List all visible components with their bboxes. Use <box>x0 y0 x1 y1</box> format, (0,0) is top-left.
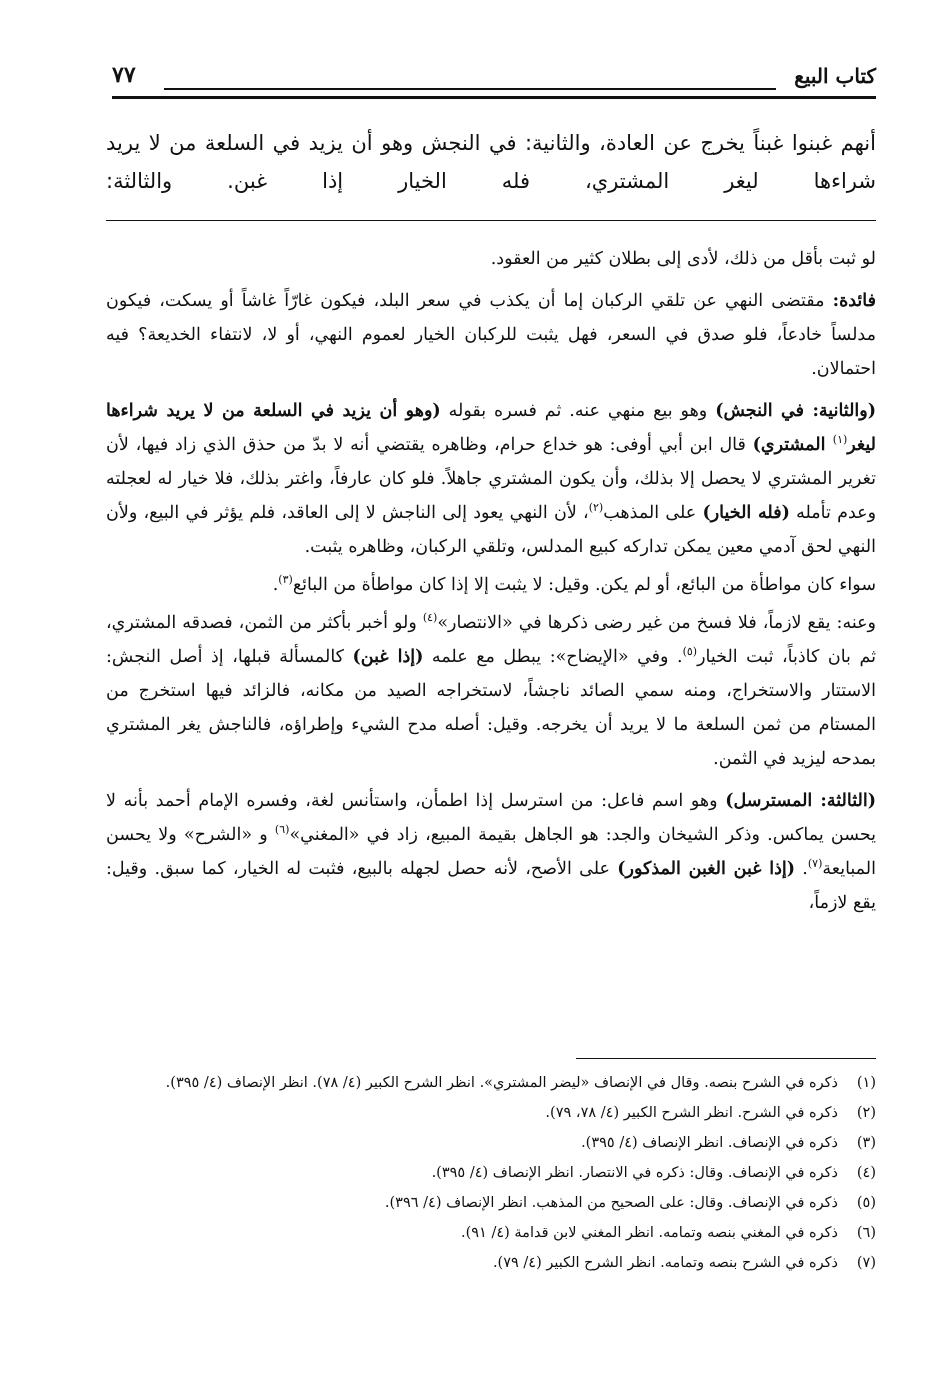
footnote-text: ذكره في الشرح بنصه وتمامه. انظر الشرح الكبير (٤/ ٧٩). <box>492 1255 838 1271</box>
footnote-text: ذكره في الإنصاف. وقال: على الصحيح من المذهب. انظر الإنصاف (٤/ ٣٩٦). <box>384 1195 838 1211</box>
footnote <box>106 1220 876 1246</box>
paragraph-3 <box>106 394 876 564</box>
footnote <box>106 1130 876 1156</box>
footnote-number: (٧) <box>856 1255 876 1271</box>
p5-text-b: ولو أخبر بأكثر من الثمن، فصدقه المشتري، ثم بان كاذباً، ثبت الخيار <box>106 613 876 667</box>
matn-text: أنهم غبنوا غبناً يخرج عن العادة، والثانية: في النجش وهو أن يزيد في السلعة من لا يريد شراءها ليغر المشتري، فله الخيار إذا غبن. والثالثة: <box>106 131 876 193</box>
footnote-text: ذكره في المغني بنصه وتمامه. انظر المغني لابن قدامة (٤/ ٩١). <box>460 1225 838 1241</box>
p5-text-a: وعنه: يقع لازماً، فلا فسخ من غير رضى ذكرها في «الانتصار» <box>437 613 876 633</box>
commentary-body <box>106 242 876 924</box>
p5-text-c: . وفي «الإيضاح»: يبطل مع علمه <box>423 647 683 667</box>
p4-text-a: سواء كان مواطأة من البائع، أو لم يكن. وقيل: لا يثبت إلا إذا كان مواطأة من البائع <box>292 575 876 595</box>
footnote-number: (٢) <box>856 1105 876 1121</box>
footnote-number: (٥) <box>856 1195 876 1211</box>
footnote-number: (٦) <box>856 1225 876 1241</box>
paragraph-1 <box>106 242 876 276</box>
footnote-text: ذكره في الإنصاف. وقال: ذكره في الانتصار. انظر الإنصاف (٤/ ٣٩٥). <box>431 1165 838 1181</box>
p3-quote: (وهو أن يزيد في السلعة من لا يريد شراءها ليغر <box>106 401 876 455</box>
running-header <box>112 64 876 98</box>
footnote-ref-6[interactable]: (٦) <box>274 823 290 837</box>
p6-text-f: على الأصح، لأنه حصل لجهله بالبيع، فثبت له الخيار، كما سبق. وقيل: يقع لازماً، <box>106 859 876 913</box>
p3-text-g: على المذهب <box>603 503 703 523</box>
header-rule-thick <box>112 96 876 99</box>
p5-quote: (إذا غبن) <box>352 647 424 667</box>
paragraph-1-text: لو ثبت بأقل من ذلك، لأدى إلى بطلان كثير من العقود. <box>490 249 876 269</box>
paragraph-2 <box>106 284 876 386</box>
matn-divider <box>106 220 876 221</box>
footnote <box>106 1250 876 1276</box>
paragraph-2-text: مقتضى النهي عن تلقي الركبان إما أن يكذب في سعر البلد، فيكون غارّاً غاشاً أو يسكت، فيكون مدلساً خادعاً، فلو صدق في السعر، فهل يثبت للركبان الخيار لعموم النهي، أو لا، لانتفاء الخديعة؟ فيه احتمالان. <box>106 291 876 379</box>
header-rule <box>164 88 776 90</box>
footnote <box>106 1160 876 1186</box>
footnotes <box>106 1070 876 1280</box>
paragraph-6 <box>106 784 876 920</box>
p3-quote-end: المشتري) <box>752 435 833 455</box>
p3-text-e: قال ابن أبي أوفى: هو خداع حرام، وظاهره يقتضي أنه لا بدّ من حذق الذي زاد فيها، لأن تغرير المشتري لا يحصل إلا بذلك، وأن يكون المشتري جاهلاً. فلو كان عارفاً، واغتر بذلك، فلا خيار له لعجلته وعدم تأمله <box>106 435 877 523</box>
footnote-ref-3[interactable]: (٣) <box>278 573 293 587</box>
p3-text-b: وهو بيع منهي عنه. ثم فسره بقوله <box>440 401 716 421</box>
footnote-ref-5[interactable]: (٥) <box>682 645 698 659</box>
p3-text-h: ، لأن النهي يعود إلى الناجش لا إلى العاقد، فلم يؤثر في البيع، ولأن النهي لحق آدمي معين يمكن تداركه كبيع المدلس، وتلقي الركبان، وظاهره يثبت. <box>106 503 876 557</box>
chapter-title: كتاب البيع <box>794 64 876 88</box>
p6-text-c: و «الشرح» ولا يحسن المبايعة <box>106 825 876 879</box>
fa-ida-label: فائدة: <box>832 291 876 311</box>
footnote <box>106 1100 876 1126</box>
footnote-ref-2[interactable]: (٢) <box>588 501 604 515</box>
paragraph-4 <box>106 568 876 602</box>
footnote-divider <box>576 1058 876 1059</box>
p6-text-b: وهو اسم فاعل: من استرسل إذا اطمأن، واستأنس لغة، وفسره الإمام أحمد بأنه لا يحسن يماكس. وذكر الشيخان والجد: هو الجاهل بقيمة المبيع، زاد في «المغني» <box>106 791 876 845</box>
footnote-number: (٣) <box>856 1135 876 1151</box>
footnote-ref-7[interactable]: (٧) <box>807 857 823 871</box>
p4-text-b: . <box>272 575 279 595</box>
footnote <box>106 1070 876 1096</box>
footnote-text: ذكره في الشرح بنصه. وقال في الإنصاف «ليضر المشتري». انظر الشرح الكبير (٤/ ٧٨). انظر الإنصاف (٤/ ٣٩٥). <box>165 1075 838 1091</box>
p6-quote: (إذا غبن الغبن المذكور) <box>617 859 796 879</box>
p3-heading: (والثانية: في النجش) <box>715 401 876 421</box>
footnote-number: (١) <box>856 1075 876 1091</box>
page-number: ٧٧ <box>112 62 136 88</box>
footnote-text: ذكره في الإنصاف. انظر الإنصاف (٤/ ٣٩٥). <box>581 1135 838 1151</box>
footnote-text: ذكره في الشرح. انظر الشرح الكبير (٤/ ٧٨، ٧٩). <box>545 1105 838 1121</box>
p6-heading: (الثالثة: المسترسل) <box>725 791 876 811</box>
paragraph-5 <box>106 606 876 776</box>
footnote <box>106 1190 876 1216</box>
p3-quote-khiyar: (فله الخيار) <box>702 503 790 523</box>
footnote-number: (٤) <box>856 1165 876 1181</box>
p6-text-d: . <box>795 859 808 879</box>
p5-text-e: كالمسألة قبلها، إذ أصل النجش: الاستتار والاستخراج، ومنه سمي الصائد ناجشاً، لاستخراجه الصيد من مكانه، فالزائد فيها استخرج من المستام من ثمن السلعة ما لا يريد أن يخرجه. وقيل: أصله مدح الشيء وإطراؤه، فالناجش يغر المشتري بمدحه ليزيد في الثمن. <box>106 647 876 769</box>
footnote-ref-1[interactable]: (١) <box>832 433 848 447</box>
footnote-ref-4[interactable]: (٤) <box>422 611 438 625</box>
